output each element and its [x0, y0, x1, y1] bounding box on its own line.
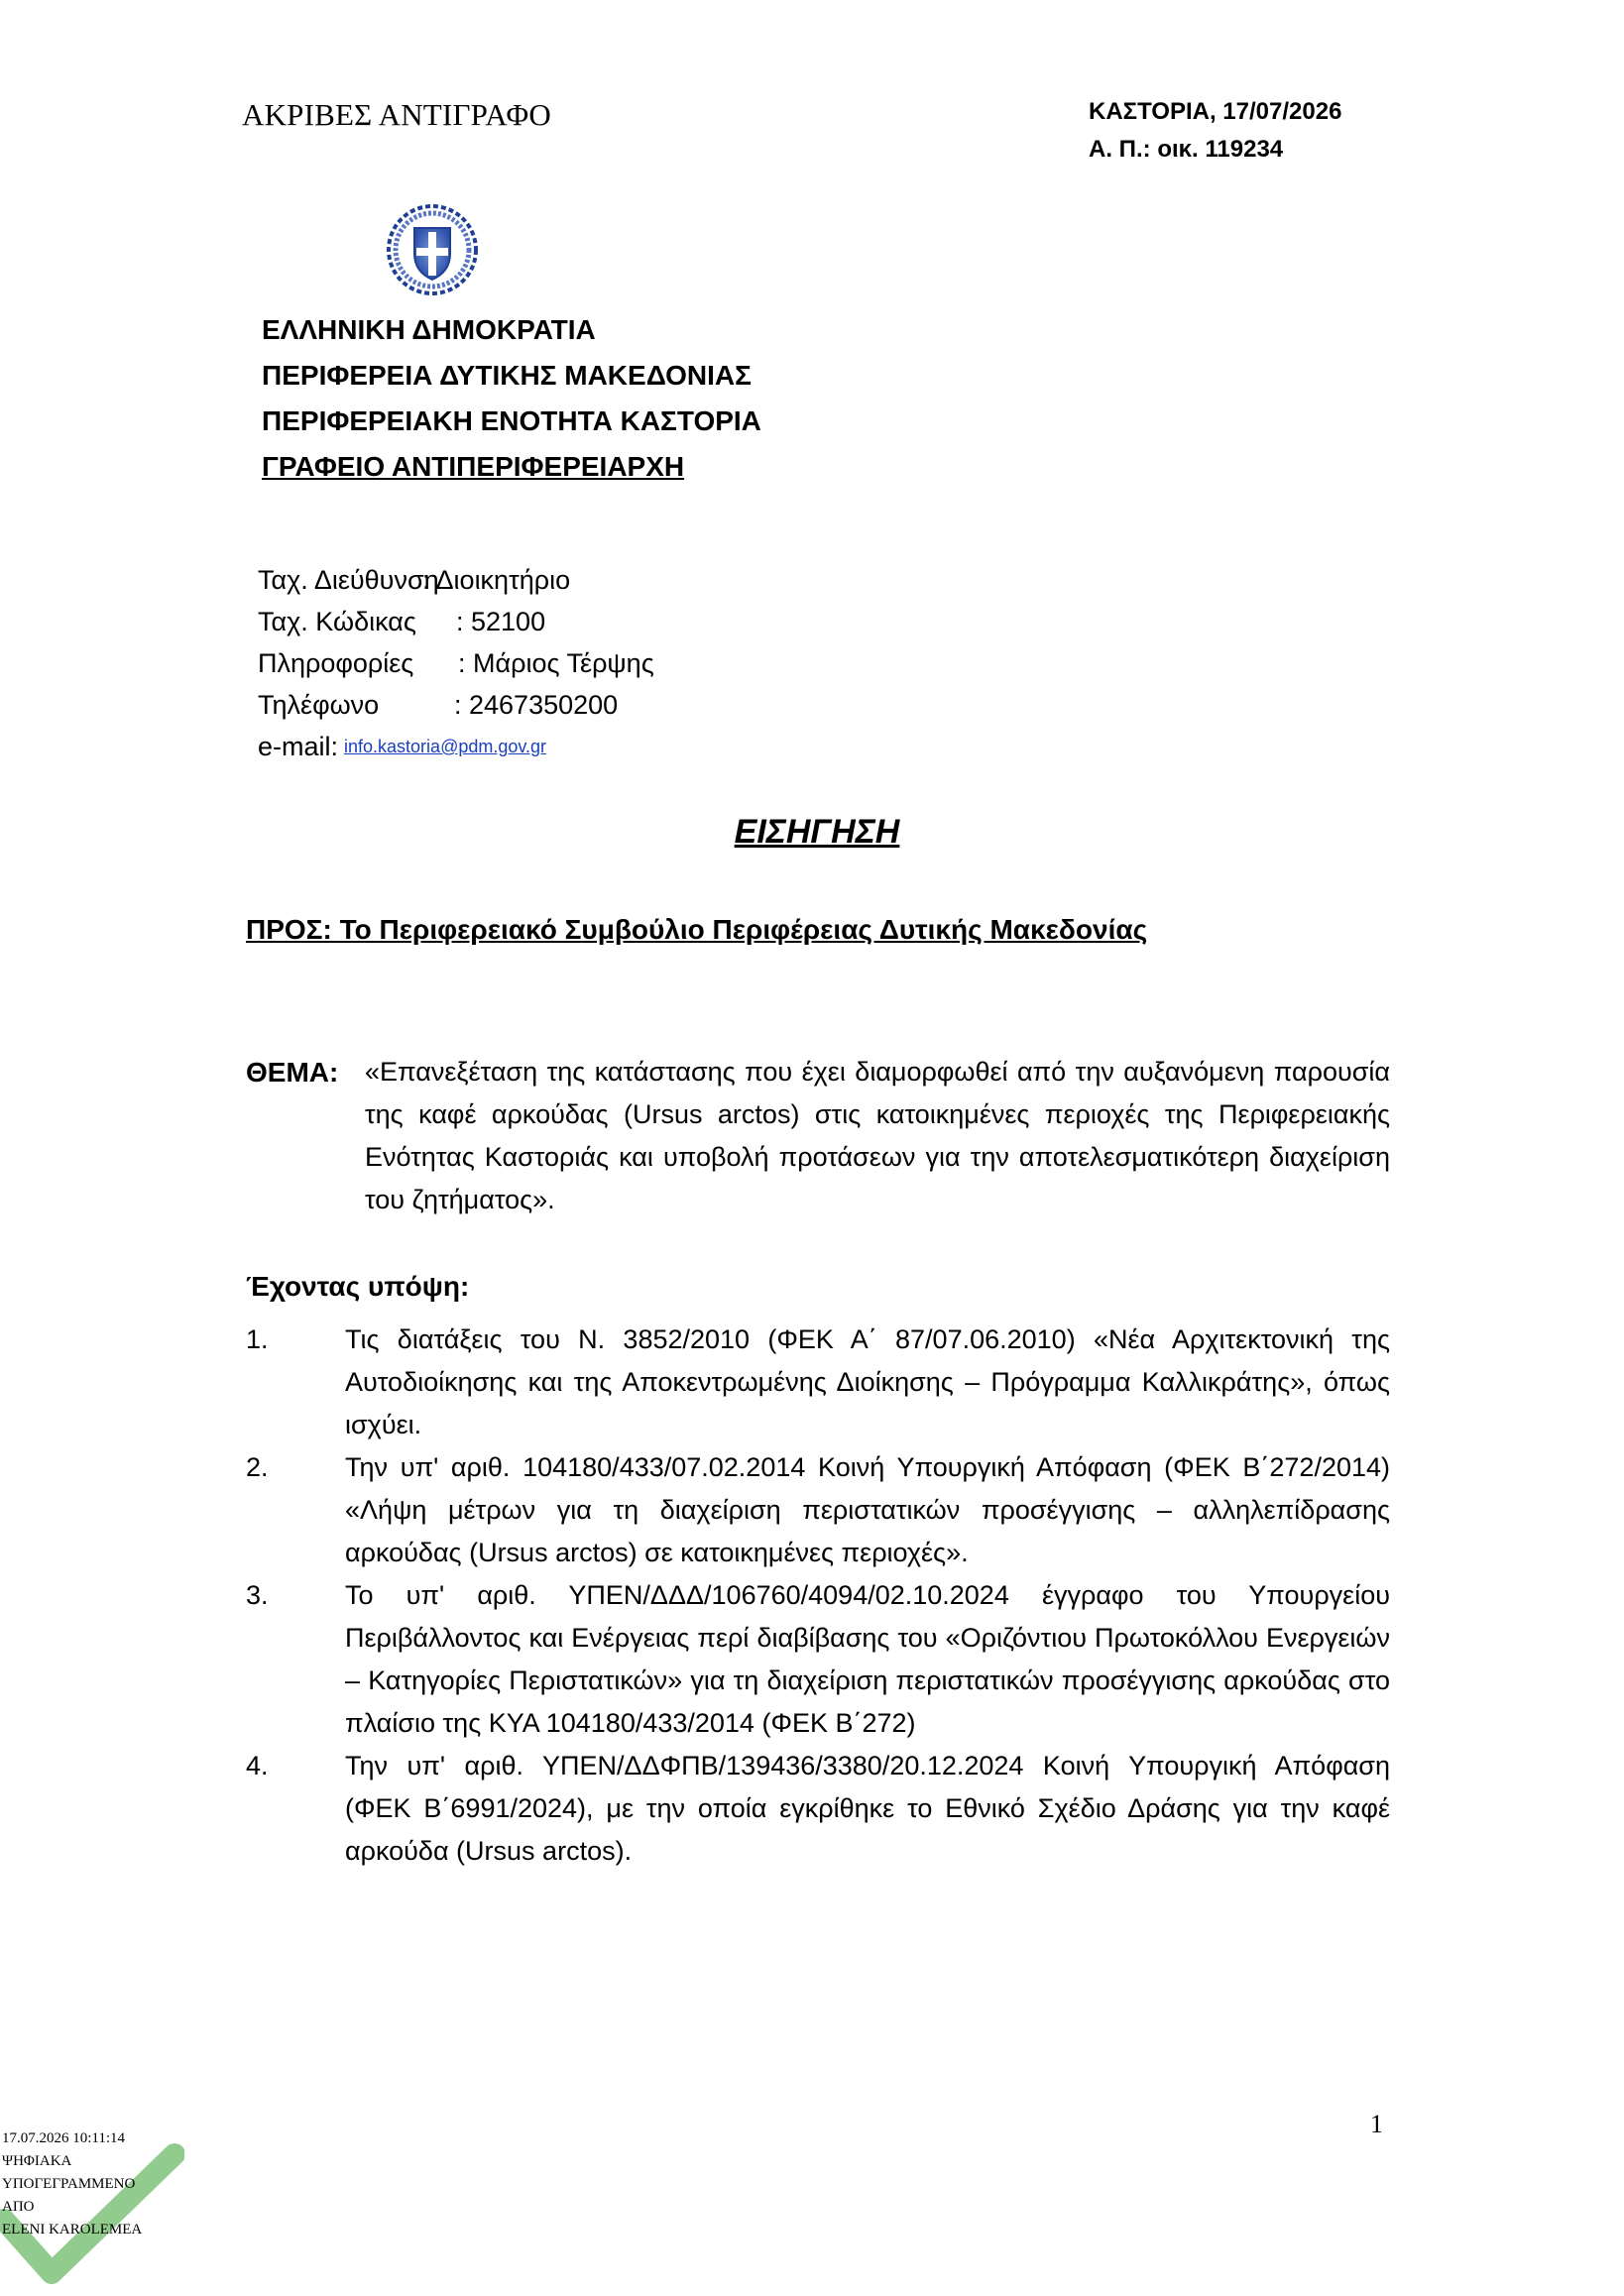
- page-number: 1: [1370, 2110, 1383, 2138]
- recipient-line: ΠΡΟΣ: Το Περιφερειακό Συμβούλιο Περιφέρειας Δυτικής Μακεδονίας: [246, 914, 1148, 945]
- list-item: [246, 1319, 1390, 1446]
- greek-coat-of-arms-icon: [387, 204, 478, 295]
- subject-text: «Επανεξέταση της κατάστασης που έχει διαμορφωθεί από την αυξανόμενη παρουσία της καφέ αρκούδας (Ursus arctos) στις κατοικημένες περιοχές της Περιφερειακής Ενότητας Καστοριάς και υποβολή προτάσεων για την αποτελεσματικότερη διαχείριση του ζητήματος».: [365, 1057, 1390, 1214]
- contact-postcode-row: [258, 601, 654, 642]
- signature-line: ΑΠΟ: [2, 2199, 35, 2215]
- subject-block: [246, 1051, 1390, 1221]
- signature-line: ΨΗΦΙΑΚΑ: [2, 2153, 72, 2169]
- contact-address-value: : Διοικητήριο: [422, 565, 571, 595]
- list-item-number: 3.: [246, 1580, 269, 1610]
- list-item-text: Τις διατάξεις του Ν. 3852/2010 (ΦΕΚ Α΄ 87/07.06.2010) «Νέα Αρχιτεκτονική της Αυτοδιοίκησης και της Αποκεντρωμένης Διοίκησης – Πρόγραμμα Καλλικράτης», όπως ισχύει.: [345, 1324, 1390, 1439]
- list-item-number: 1.: [246, 1324, 269, 1354]
- org-line-office: ΓΡΑΦΕΙΟ ΑΝΤΙΠΕΡΙΦΕΡΕΙΑΡΧΗ: [262, 451, 685, 482]
- considering-heading: Έχοντας υπόψη:: [246, 1271, 470, 1302]
- issuing-authority: [262, 307, 761, 490]
- list-item: [246, 1446, 1390, 1574]
- contact-email-row: [258, 726, 654, 767]
- org-line-unit: ΠΕΡΙΦΕΡΕΙΑΚΗ ΕΝΟΤΗΤΑ ΚΑΣΤΟΡΙΑ: [262, 405, 761, 436]
- list-item: [246, 1574, 1390, 1745]
- certified-copy-stamp: ΑΚΡΙΒΕΣ ΑΝΤΙΓΡΑΦΟ: [242, 97, 551, 132]
- contact-info-row: [258, 642, 654, 684]
- list-item: [246, 1745, 1390, 1873]
- contact-email-label: e-mail:: [258, 732, 339, 761]
- digital-signature-stamp: [2, 2127, 142, 2241]
- contact-postcode-label: Ταχ. Κώδικας: [258, 607, 416, 636]
- list-item-text: Την υπ' αριθ. ΥΠΕΝ/ΔΔΦΠΒ/139436/3380/20.12.2024 Κοινή Υπουργική Απόφαση (ΦΕΚ Β΄6991/2024), με την οποία εγκρίθηκε το Εθνικό Σχέδιο Δράσης για την καφέ αρκούδα (Ursus arctos).: [345, 1751, 1390, 1866]
- list-item-text: Το υπ' αριθ. ΥΠΕΝ/ΔΔΔ/106760/4094/02.10.2024 έγγραφο του Υπουργείου Περιβάλλοντος και Ενέργειας περί διαβίβασης του «Οριζόντιου Πρωτοκόλλου Ενεργειών – Κατηγορίες Περιστατικών» για τη διαχείριση περιστατικών προσέγγισης αρκούδας στο πλαίσιο της ΚΥΑ 104180/433/2014 (ΦΕΚ Β΄272): [345, 1580, 1390, 1738]
- contact-info-label: Πληροφορίες: [258, 648, 414, 678]
- contact-phone-value: : 2467350200: [454, 690, 619, 720]
- list-item-number: 2.: [246, 1452, 269, 1482]
- org-line-country: ΕΛΛΗΝΙΚΗ ΔΗΜΟΚΡΑΤΙΑ: [262, 314, 596, 345]
- subject-label: ΘΕΜΑ:: [246, 1057, 339, 1088]
- list-item-text: Την υπ' αριθ. 104180/433/07.02.2014 Κοινή Υπουργική Απόφαση (ΦΕΚ Β΄272/2014) «Λήψη μέτρων για τη διαχείριση περιστατικών προσέγγισης – αλληλεπίδρασης αρκούδας (Ursus arctos) σε κατοικημένες περιοχές».: [345, 1452, 1390, 1567]
- protocol-number: Α. Π.: οικ. 119234: [1089, 136, 1284, 163]
- contact-info-value: : Μάριος Τέρψης: [458, 648, 654, 678]
- references-list: [246, 1319, 1390, 1873]
- contact-block: [258, 559, 654, 767]
- list-item-number: 4.: [246, 1751, 269, 1780]
- contact-email-link[interactable]: info.kastoria@pdm.gov.gr: [344, 737, 547, 756]
- signature-timestamp: 17.07.2026 10:11:14: [2, 2130, 126, 2146]
- contact-address-row: [258, 559, 654, 601]
- org-line-region: ΠΕΡΙΦΕΡΕΙΑ ΔΥΤΙΚΗΣ ΜΑΚΕΔΟΝΙΑΣ: [262, 360, 752, 391]
- place-date: ΚΑΣΤΟΡΙΑ, 17/07/2026: [1089, 98, 1342, 125]
- contact-address-label: Ταχ. Διεύθυνση: [258, 565, 439, 595]
- contact-postcode-value: : 52100: [456, 607, 546, 636]
- signature-line: ΥΠΟΓΕΓΡΑΜΜΕΝΟ: [2, 2176, 136, 2192]
- document-title: ΕΙΣΗΓΗΣΗ: [734, 813, 900, 851]
- signature-signer: ELENI KAROLEMEA: [2, 2222, 143, 2238]
- contact-phone-row: [258, 684, 654, 726]
- place-date-block: [1089, 93, 1341, 169]
- contact-phone-label: Τηλέφωνο: [258, 690, 380, 720]
